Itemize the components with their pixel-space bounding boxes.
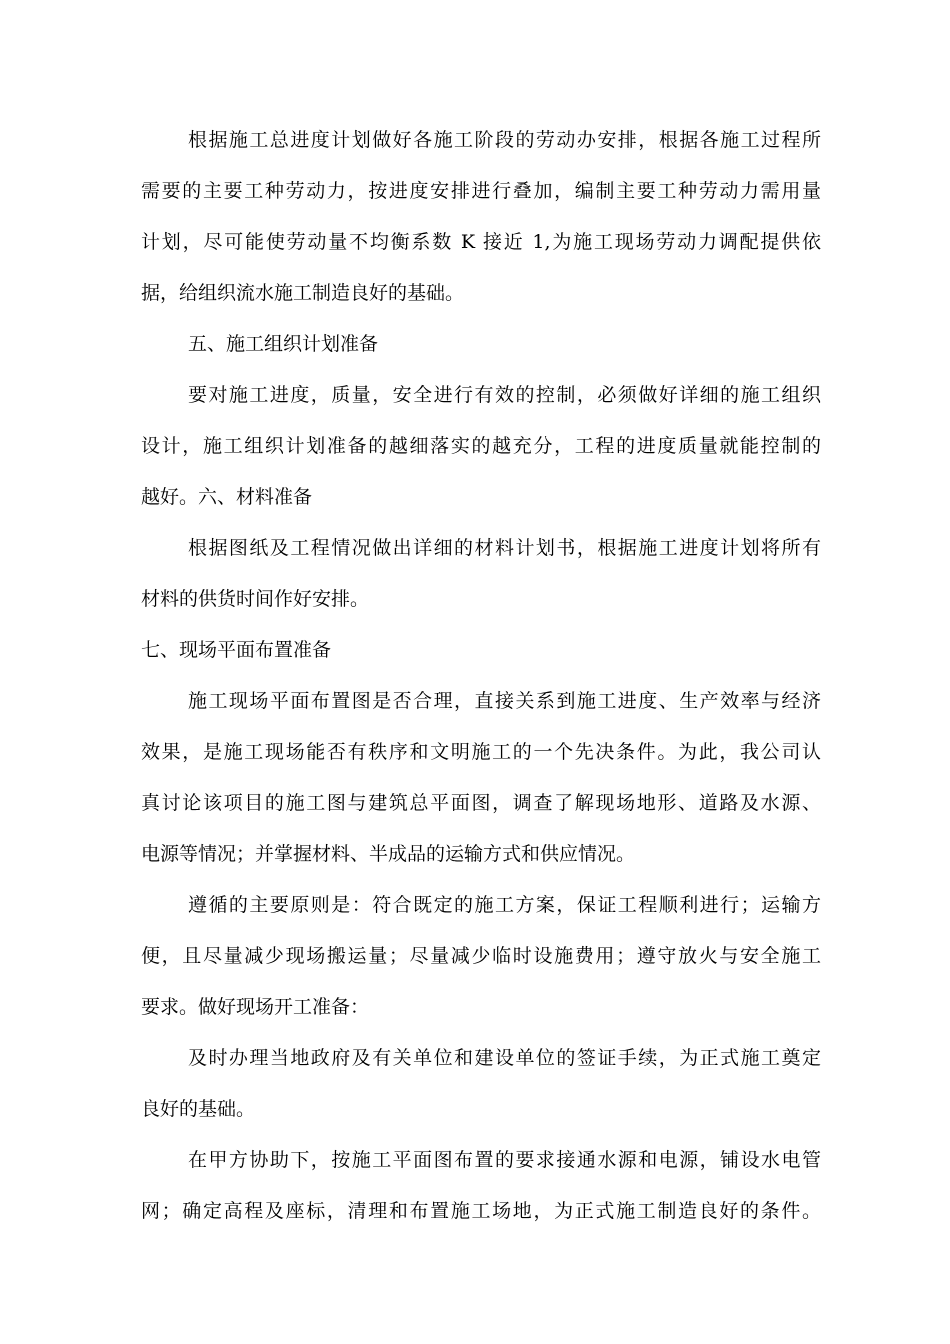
paragraph-line: 效果，是施工现场能否有秩序和文明施工的一个先决条件。为此，我公司认 <box>141 741 821 763</box>
paragraph-line: 材料的供货时间作好安排。 <box>141 588 370 610</box>
paragraph-line: 需要的主要工种劳动力，按进度安排进行叠加，编制主要工种劳动力需用量 <box>141 180 821 202</box>
paragraph-line: 便，且尽量减少现场搬运量；尽量减少临时设施费用；遵守放火与安全施工 <box>141 945 821 967</box>
paragraph-line: 真讨论该项目的施工图与建筑总平面图，调查了解现场地形、道路及水源、 <box>141 792 821 814</box>
paragraph-line: 根据施工总进度计划做好各施工阶段的劳动办安排，根据各施工过程所 <box>188 129 821 151</box>
paragraph-line: 计划，尽可能使劳动量不均衡系数 K 接近 1,为施工现场劳动力调配提供依 <box>141 231 821 253</box>
paragraph-line: 据，给组织流水施工制造良好的基础。 <box>141 282 465 304</box>
paragraph-line: 施工现场平面布置图是否合理，直接关系到施工进度、生产效率与经济 <box>188 690 821 712</box>
paragraph-line: 要对施工进度，质量，安全进行有效的控制，必须做好详细的施工组织 <box>188 384 821 406</box>
section-heading: 五、施工组织计划准备 <box>188 333 379 355</box>
paragraph-line: 网；确定高程及座标，清理和布置施工场地，为正式施工制造良好的条件。 <box>141 1200 821 1222</box>
paragraph-line: 越好。六、材料准备 <box>141 486 313 508</box>
section-heading: 七、现场平面布置准备 <box>141 639 332 661</box>
paragraph-line: 遵循的主要原则是：符合既定的施工方案，保证工程顺利进行；运输方 <box>188 894 821 916</box>
paragraph-line: 在甲方协助下，按施工平面图布置的要求接通水源和电源，铺设水电管 <box>188 1149 821 1171</box>
paragraph-line: 要求。做好现场开工准备： <box>141 996 370 1018</box>
paragraph-line: 设计，施工组织计划准备的越细落实的越充分，工程的进度质量就能控制的 <box>141 435 821 457</box>
paragraph-line: 及时办理当地政府及有关单位和建设单位的签证手续，为正式施工奠定 <box>188 1047 821 1069</box>
paragraph-line: 良好的基础。 <box>141 1098 256 1120</box>
paragraph-line: 根据图纸及工程情况做出详细的材料计划书，根据施工进度计划将所有 <box>188 537 821 559</box>
paragraph-line: 电源等情况；并掌握材料、半成品的运输方式和供应情况。 <box>141 843 636 865</box>
